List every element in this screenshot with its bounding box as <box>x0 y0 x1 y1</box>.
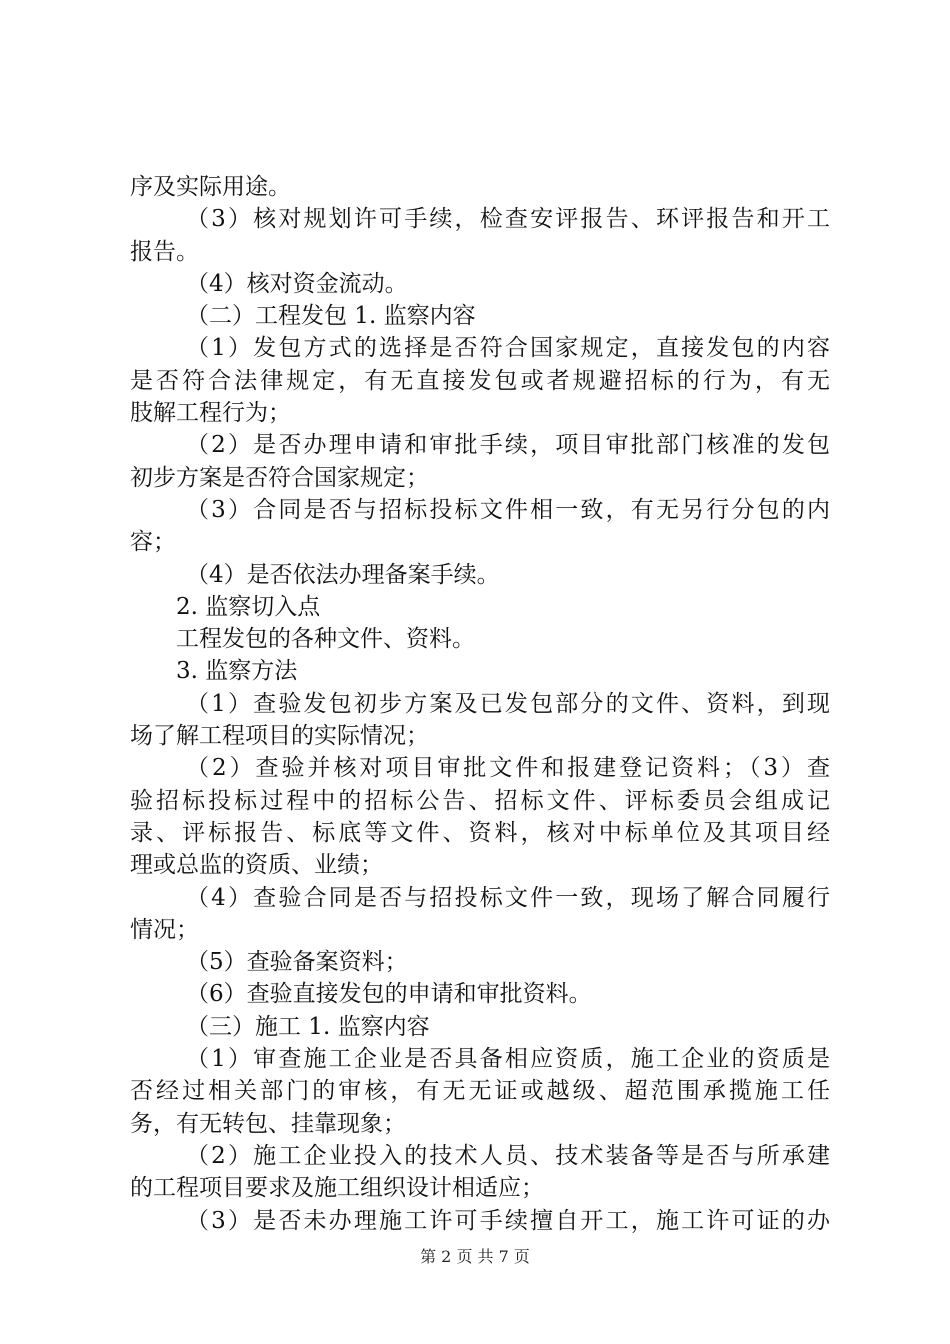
document-body <box>130 171 830 1237</box>
text-line: 的工程项目要求及施工组织设计相适应； <box>130 1175 544 1202</box>
text-line: （1）查验发包初步方案及已发包部分的文件、资料，到现 <box>186 690 830 717</box>
text-line: （1）发包方式的选择是否符合国家规定，直接发包的内容 <box>186 335 830 362</box>
text-line: 录、评标报告、标底等文件、资料，核对中标单位及其项目经 <box>130 819 830 846</box>
text-line: （6）查验直接发包的申请和审批资料。 <box>186 981 592 1008</box>
text-line: 2. 监察切入点 <box>176 593 321 620</box>
text-line: （4）查验合同是否与招投标文件一致，现场了解合同履行 <box>186 884 830 911</box>
text-line: （3）是否未办理施工许可手续擅自开工，施工许可证的办 <box>186 1207 830 1234</box>
text-line: 报告。 <box>130 238 199 265</box>
text-line: （3）核对规划许可手续，检查安评报告、环评报告和开工 <box>186 206 830 233</box>
text-line: 工程发包的各种文件、资料。 <box>176 626 475 653</box>
text-line: 理或总监的资质、业绩； <box>130 852 383 879</box>
text-line: （2）是否办理申请和审批手续，项目审批部门核准的发包 <box>186 432 830 459</box>
text-line: 肢解工程行为； <box>130 400 291 427</box>
text-line: 场了解工程项目的实际情况； <box>130 723 429 750</box>
text-line: 是否符合法律规定，有无直接发包或者规避招标的行为，有无 <box>130 367 830 394</box>
text-line: （5）查验备案资料； <box>186 949 408 976</box>
text-line: （4）是否依法办理备案手续。 <box>186 561 500 588</box>
text-line: （4）核对资金流动。 <box>186 270 408 297</box>
text-line: （1）审查施工企业是否具备相应资质，施工企业的资质是 <box>186 1046 830 1073</box>
text-line: （二）工程发包 1. 监察内容 <box>186 303 476 330</box>
text-line: 务，有无转包、挂靠现象； <box>130 1110 406 1137</box>
text-line: 情况； <box>130 916 199 943</box>
text-line: （三）施工 1. 监察内容 <box>186 1013 430 1040</box>
text-line: 序及实际用途。 <box>130 174 291 200</box>
text-line: （2）施工企业投入的技术人员、技术装备等是否与所承建 <box>186 1142 830 1169</box>
text-line: 验招标投标过程中的招标公告、招标文件、评标委员会组成记 <box>130 787 830 814</box>
text-line: 3. 监察方法 <box>176 658 298 685</box>
text-line: 容； <box>130 529 176 556</box>
text-line: 否经过相关部门的审核，有无无证或越级、超范围承揽施工任 <box>130 1078 830 1105</box>
text-line: 初步方案是否符合国家规定； <box>130 464 429 491</box>
text-line: （2）查验并核对项目审批文件和报建登记资料；（3）查 <box>186 755 830 782</box>
text-line: （3）合同是否与招标投标文件相一致，有无另行分包的内 <box>186 496 830 523</box>
page-footer: 第 2 页 共 7 页 <box>420 1247 530 1266</box>
